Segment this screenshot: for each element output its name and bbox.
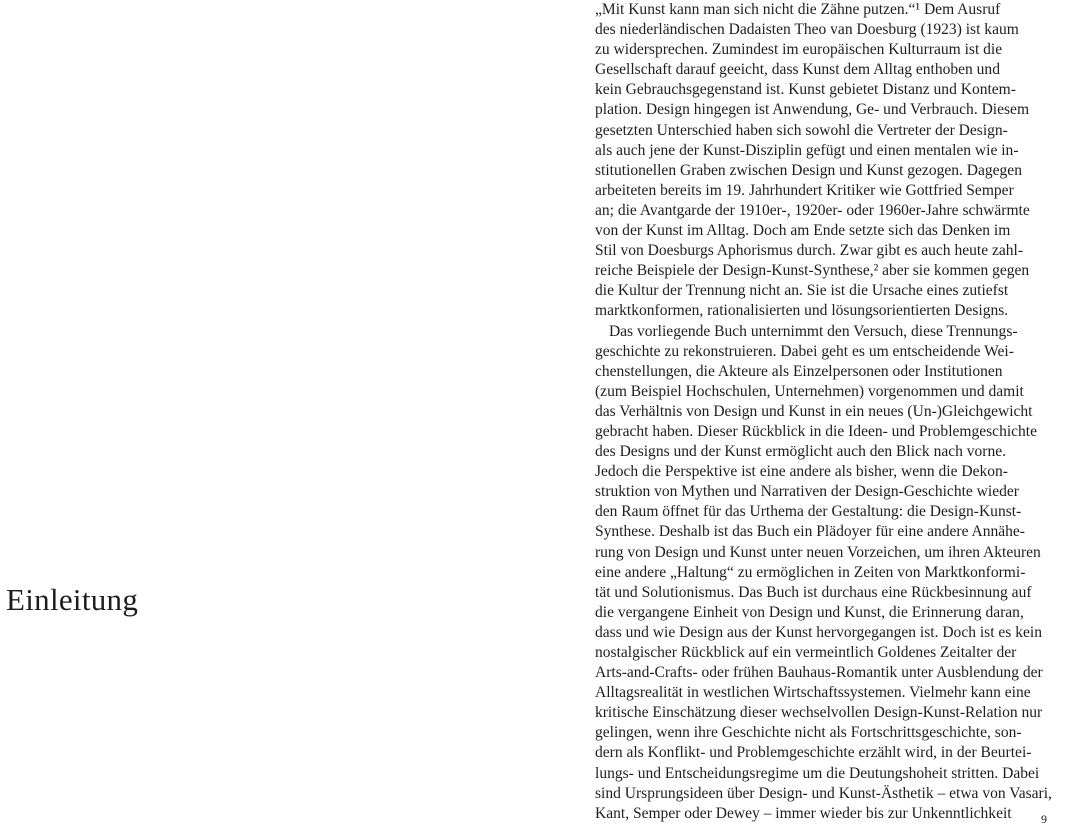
chapter-title: Einleitung: [6, 582, 139, 617]
text-line: (zum Beispiel Hochschulen, Unternehmen) vorgenommen und damit: [595, 382, 1024, 400]
text-line: gebracht haben. Dieser Rückblick in die Ideen- und Problemgeschichte: [595, 422, 1038, 440]
text-line: kein Gebrauchsgegenstand ist. Kunst gebietet Distanz und Kontem-: [595, 81, 1016, 99]
page-number: 9: [1041, 812, 1047, 826]
text-line: Gesellschaft darauf geeicht, dass Kunst dem Alltag enthoben und: [595, 61, 1000, 79]
text-line: reiche Beispiele der Design-Kunst-Synthese,² aber sie kommen gegen: [595, 262, 1030, 280]
text-line: Arts-and-Crafts- oder frühen Bauhaus-Romantik unter Ausblendung der: [595, 664, 1043, 682]
text-line: Alltagsrealität in westlichen Wirtschaftssystemen. Vielmehr kann eine: [595, 684, 1031, 702]
text-line: des niederländischen Dadaisten Theo van Doesburg (1923) ist kaum: [595, 21, 1019, 39]
text-line: des Designs und der Kunst ermöglicht auch den Blick nach vorne.: [595, 443, 1007, 461]
text-line: plation. Design hingegen ist Anwendung, Ge- und Verbrauch. Diesem: [595, 101, 1030, 119]
text-line: das Verhältnis von Design und Kunst in ein neues (Un-)Gleichgewicht: [595, 402, 1033, 420]
text-line: geschichte zu rekonstruieren. Dabei geht es um entscheidende Wei-: [595, 342, 1014, 360]
text-line: an; die Avantgarde der 1910er-, 1920er- oder 1960er-Jahre schwärmte: [595, 201, 1030, 219]
text-line: tät und Solutionismus. Das Buch ist durchaus eine Rückbesinnung auf: [595, 583, 1032, 601]
text-line: „Mit Kunst kann man sich nicht die Zähne putzen.“¹ Dem Ausruf: [595, 1, 1001, 18]
body-text: [595, 0, 1080, 824]
text-line: die Kultur der Trennung nicht an. Sie ist die Ursache eines zutiefst: [595, 282, 1009, 300]
text-line: dass und wie Design aus der Kunst hervorgegangen ist. Doch ist es kein: [595, 623, 1042, 641]
text-line: nostalgischer Rückblick auf ein vermeintlich Goldenes Zeitalter der: [595, 644, 1017, 661]
text-line: gesetzten Unterschied haben sich sowohl die Vertreter der Design-: [595, 121, 1008, 139]
text-line: rung von Design und Kunst unter neuen Vorzeichen, um ihren Akteuren: [595, 543, 1041, 561]
text-line: stitutionellen Graben zwischen Design und Kunst gezogen. Dagegen: [595, 161, 1022, 179]
text-line: Stil von Doesburgs Aphorismus durch. Zwar gibt es auch heute zahl-: [595, 242, 1024, 260]
text-line: Synthese. Deshalb ist das Buch ein Plädoyer für eine andere Annähe-: [595, 523, 1025, 541]
text-line: Das vorliegende Buch unternimmt den Versuch, diese Trennungs-: [608, 322, 1018, 340]
text-line: chenstellungen, die Akteure als Einzelpersonen oder Institutionen: [595, 362, 1003, 380]
text-line: dern als Konflikt- und Problemgeschichte erzählt wird, in der Beurtei-: [595, 744, 1032, 762]
text-line: die vergangene Einheit von Design und Kunst, die Erinnerung daran,: [595, 603, 1024, 621]
text-line: Jedoch die Perspektive ist eine andere als bisher, wenn die Dekon-: [595, 463, 1008, 481]
text-line: eine andere „Haltung“ zu ermöglichen in Zeiten von Marktkonformi-: [595, 563, 1026, 581]
text-line: sind Ursprungsideen über Design- und Kunst-Ästhetik – etwa von Vasari,: [595, 784, 1052, 802]
text-line: gelingen, wenn ihre Geschichte nicht als Fortschrittsgeschichte, son-: [595, 724, 1022, 742]
text-line: von der Kunst im Alltag. Doch am Ende setzte sich das Denken im: [595, 222, 1011, 240]
text-line: marktkonformen, rationalisierten und lösungsorientierten Designs.: [595, 302, 1009, 320]
text-line: lungs- und Entscheidungsregime um die Deutungshoheit stritten. Dabei: [595, 764, 1040, 782]
text-line: den Raum öffnet für das Urthema der Gestaltung: die Design-Kunst-: [595, 503, 1022, 521]
text-line: Kant, Semper oder Dewey – immer wieder bis zur Unkenntlichkeit: [595, 804, 1012, 822]
text-line: als auch jene der Kunst-Disziplin gefügt und einen mentalen wie in-: [595, 141, 1019, 159]
text-line: arbeiteten bereits im 19. Jahrhundert Kritiker wie Gottfried Semper: [595, 181, 1014, 199]
text-line: zu widersprechen. Zumindest im europäischen Kulturraum ist die: [595, 41, 1003, 59]
text-line: kritische Einschätzung dieser wechselvollen Design-Kunst-Relation nur: [595, 704, 1043, 722]
text-line: struktion von Mythen und Narrativen der Design-Geschichte wieder: [595, 483, 1019, 501]
